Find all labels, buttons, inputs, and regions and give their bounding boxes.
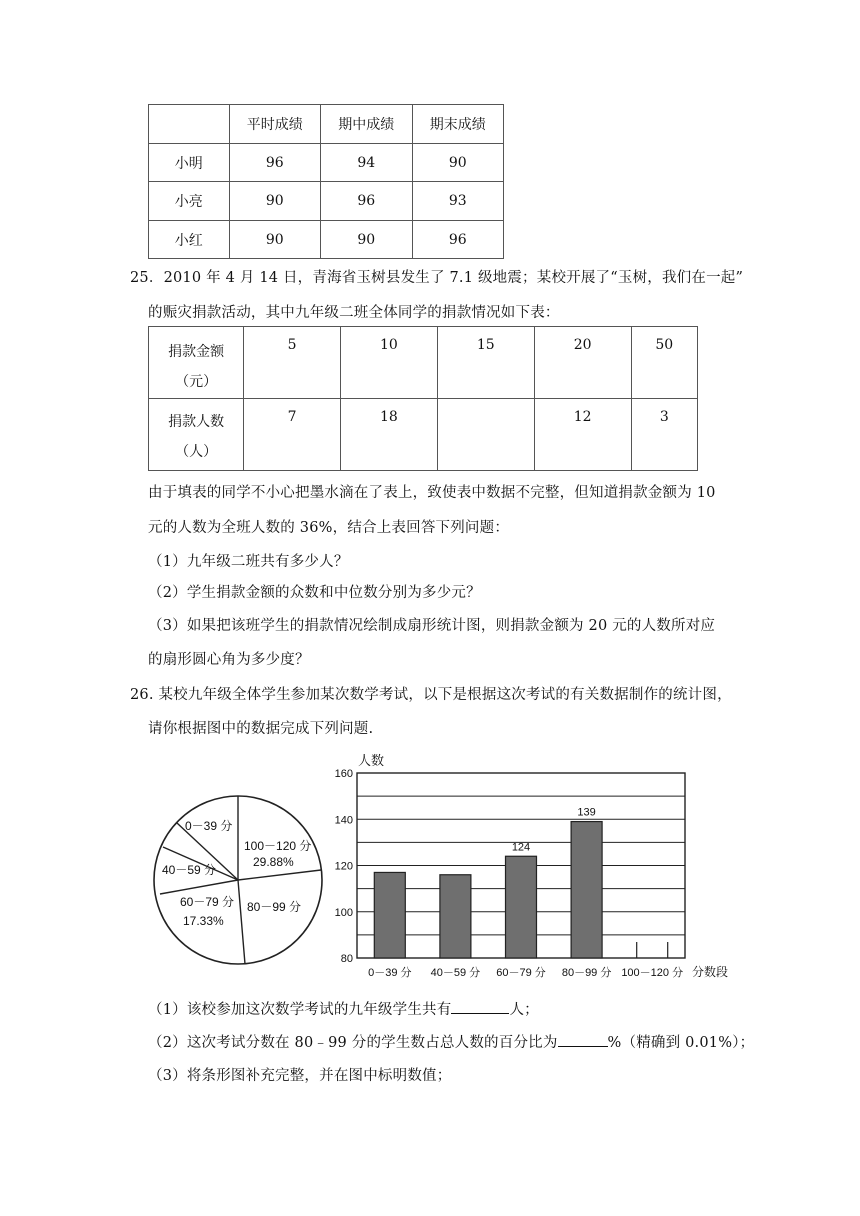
bar-ytick-label: 80 xyxy=(340,953,353,965)
bar-ylabel: 人数 xyxy=(358,753,385,768)
donation-count-label: 捐款人数 （人） xyxy=(149,399,244,471)
score-table-cell: 94 xyxy=(321,144,412,182)
pie-percent-100-120: 29.88% xyxy=(253,855,294,869)
bar-ytick-label: 140 xyxy=(334,814,353,827)
bar-xtick-label: 60－79 分 xyxy=(496,967,546,979)
donation-amount-label: 捐款金额 （元） xyxy=(149,327,244,399)
bar-xtick-label: 40－59 分 xyxy=(430,967,481,979)
donation-amount-cell: 50 xyxy=(631,327,697,399)
pie-percent-60-79: 17.33% xyxy=(183,914,224,928)
donation-count-cell: 3 xyxy=(631,399,697,471)
bar-xlabel: 分数段 xyxy=(692,965,729,979)
q26-intro-line1: 26. 某校九年级全体学生参加某次数学考试，以下是根据这次考试的有关数据制作的统计图， xyxy=(130,687,732,703)
bar-data-label: 139 xyxy=(577,806,596,819)
score-table-cell: 96 xyxy=(321,182,412,221)
q25-intro-line2: 的赈灾捐款活动，其中九年级二班全体同学的捐款情况如下表： xyxy=(148,305,560,321)
donation-count-cell: 12 xyxy=(534,399,631,471)
score-table-header: 期中成绩 xyxy=(321,105,412,144)
score-table-corner xyxy=(149,105,230,144)
bar xyxy=(506,856,537,958)
donation-count-cell-missing xyxy=(437,399,534,471)
pie-label-0-39: 0－39 分 xyxy=(185,819,233,833)
donation-amount-cell: 10 xyxy=(341,327,438,399)
q25-intro-text: 2010 年 4 月 14 日，青海省玉树县发生了 7.1 级地震；某校开展了“玉树，我们在一起” xyxy=(163,270,744,286)
q26-sub1: （1）该校参加这次数学考试的九年级学生共有 人； xyxy=(148,1002,539,1018)
q25-sub3-line2: 的扇形圆心角为多少度？ xyxy=(148,652,310,668)
score-table-name: 小亮 xyxy=(149,182,230,221)
score-table-name: 小红 xyxy=(149,221,230,259)
score-table-cell: 96 xyxy=(229,144,320,182)
bar-ytick-label: 100 xyxy=(334,906,353,919)
bar-data-label: 124 xyxy=(511,841,531,854)
q25-number: 25． xyxy=(130,270,164,286)
bar xyxy=(374,872,405,958)
bar-xtick-label: 100－120 分 xyxy=(621,967,684,979)
q25-para-line1: 由于填表的同学不小心把墨水滴在了表上，致使表中数据不完整，但知道捐款金额为 10 xyxy=(148,485,716,501)
score-table-cell: 96 xyxy=(412,221,504,259)
pie-label-60-79: 60－79 分 xyxy=(180,895,235,909)
q26-answer-blank-percent[interactable] xyxy=(558,1046,608,1047)
score-table-cell: 90 xyxy=(321,221,412,259)
score-table-header: 期末成绩 xyxy=(412,105,504,144)
score-table-cell: 90 xyxy=(229,221,320,259)
bar-ytick-label: 160 xyxy=(334,768,353,780)
q25-sub1: （1）九年级二班共有多少人？ xyxy=(148,554,349,570)
pie-label-80-99: 80－99 分 xyxy=(247,900,302,914)
donation-count-cell: 18 xyxy=(341,399,438,471)
pie-label-40-59: 40－59 分 xyxy=(162,863,217,877)
q26-intro-line2: 请你根据图中的数据完成下列问题. xyxy=(148,721,374,737)
donation-table xyxy=(148,326,698,471)
donation-amount-cell: 5 xyxy=(244,327,341,399)
q26-sub2: （2）这次考试分数在 80﹣99 分的学生数占总人数的百分比为 %（精确到 0.01%）； xyxy=(148,1035,755,1051)
bar-xtick-label: 0－39 分 xyxy=(368,967,412,979)
bar xyxy=(571,822,602,958)
q25-sub2: （2）学生捐款金额的众数和中位数分别为多少元？ xyxy=(148,585,481,601)
q26-answer-blank-total[interactable] xyxy=(451,1013,509,1014)
bar-chart xyxy=(330,748,730,988)
bar-xtick-label: 80－99 分 xyxy=(561,967,612,979)
q26-sub3: （3）将条形图补充完整，并在图中标明数值； xyxy=(148,1068,452,1084)
donation-amount-cell: 15 xyxy=(437,327,534,399)
donation-amount-cell: 20 xyxy=(534,327,631,399)
score-table-cell: 90 xyxy=(412,144,504,182)
donation-count-cell: 7 xyxy=(244,399,341,471)
score-table-name: 小明 xyxy=(149,144,230,182)
q25-para-line2: 元的人数为全班人数的 36%，结合上表回答下列问题： xyxy=(148,520,510,536)
pie-chart xyxy=(150,790,330,970)
score-table xyxy=(148,104,504,259)
score-table-cell: 90 xyxy=(229,182,320,221)
bar xyxy=(440,875,471,958)
bar-ytick-label: 120 xyxy=(334,860,353,873)
q25-intro-line1 xyxy=(130,266,743,287)
score-table-cell: 93 xyxy=(412,182,504,221)
pie-label-100-120: 100－120 分 xyxy=(244,839,312,853)
q25-sub3-line1: （3）如果把该班学生的捐款情况绘制成扇形统计图，则捐款金额为 20 元的人数所对应 xyxy=(148,618,716,634)
score-table-header: 平时成绩 xyxy=(229,105,320,144)
